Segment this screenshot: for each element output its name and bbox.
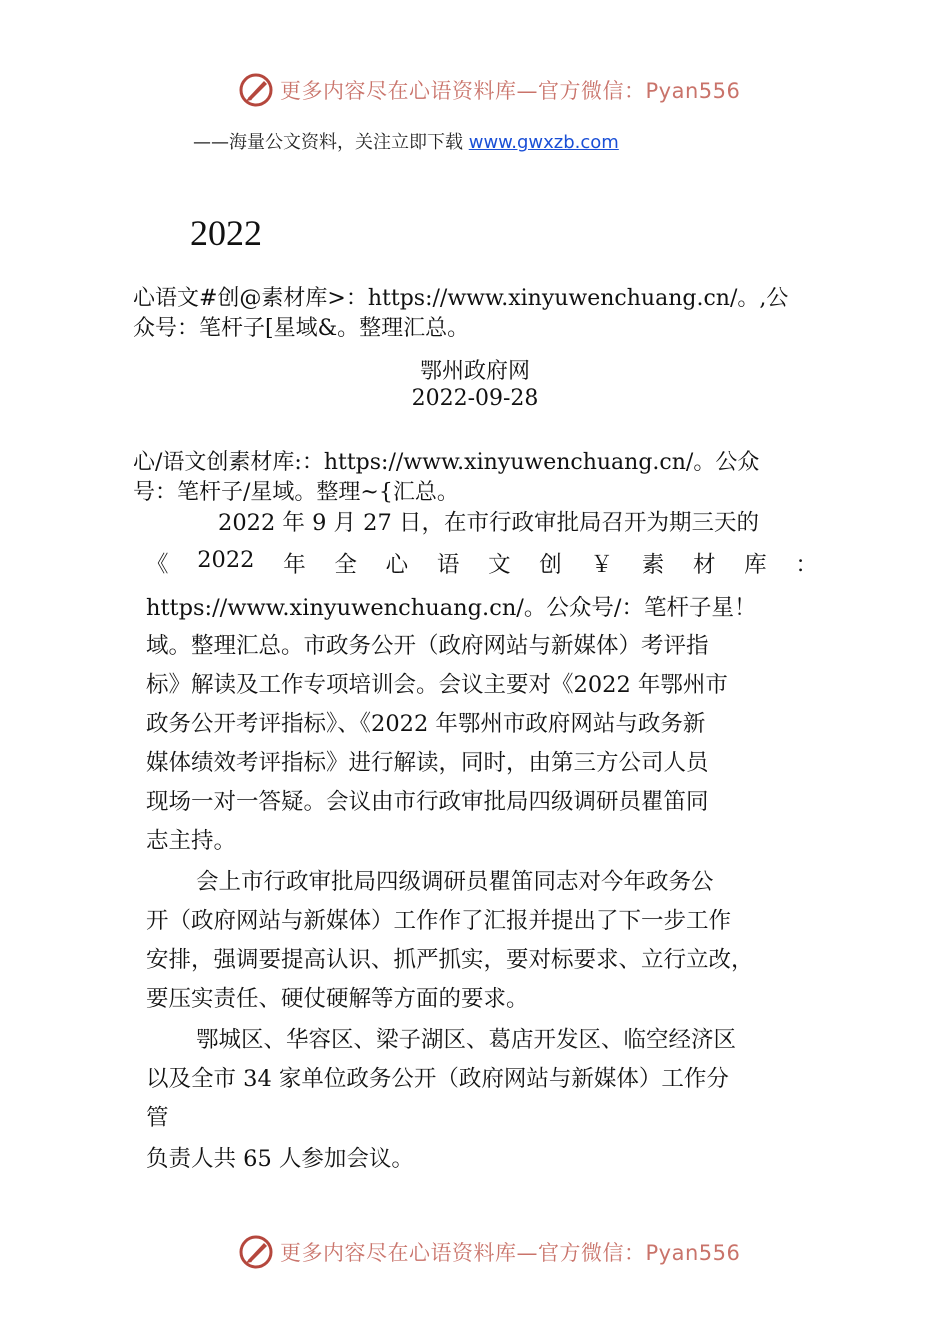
para1-line4: 域。整理汇总。市政务公开（政府网站与新媒体）考评指 — [146, 633, 709, 659]
pen-logo-icon — [238, 72, 274, 108]
watermark-text-1b: 众号：笔杆子[星域&。整理汇总。 — [133, 316, 470, 341]
para1-token: ￥ — [590, 552, 614, 578]
para1-line5: 标》解读及工作专项培训会。会议主要对《2022 年鄂州市 — [146, 672, 728, 698]
watermark-text-2b: 号：笔杆子/星域。整理~{汇总。 — [133, 480, 459, 505]
para3-line3: 管 — [146, 1105, 169, 1131]
para1-token: 库 — [744, 552, 767, 578]
para1-line1: 2022 年 9 月 27 日，在市行政审批局召开为期三天的 — [218, 510, 759, 536]
para1-token: 文 — [488, 552, 511, 578]
pen-logo-icon — [238, 1234, 274, 1270]
para1-line7: 媒体绩效考评指标》进行解读，同时，由第三方公司人员 — [146, 750, 709, 776]
year-heading: 2022 — [190, 213, 262, 253]
para2-line4: 要压实责任、硬仗硬解等方面的要求。 — [146, 986, 529, 1012]
para1-line9: 志主持。 — [146, 828, 237, 854]
header-subline-text: ——海量公文资料，关注立即下载 — [193, 132, 469, 153]
para1-line8: 现场一对一答疑。会议由市行政审批局四级调研员瞿笛同 — [146, 789, 709, 815]
para2-line1: 会上市行政审批局四级调研员瞿笛同志对今年政务公 — [196, 869, 714, 895]
para1-token: ： — [795, 552, 818, 578]
footer-banner-text: 更多内容尽在心语资料库—官方微信：Pyan556 — [280, 1241, 741, 1265]
para1-token: 心 — [385, 552, 409, 578]
para1-token: 创 — [539, 552, 562, 578]
para1-token: 《 — [146, 552, 169, 578]
watermark-text-2a: 心/语文创素材库:：https://www.xinyuwenchuang.cn/。公众 — [133, 450, 760, 475]
para1-token: 素 — [641, 552, 665, 578]
para1-token: 材 — [692, 552, 716, 578]
source-label: 鄂州政府网 — [419, 359, 530, 384]
para1-line2 — [146, 547, 818, 579]
para1-token: 语 — [436, 552, 460, 578]
para1-token: 2022 — [197, 547, 255, 573]
para3-line1: 鄂城区、华容区、梁子湖区、葛店开发区、临空经济区 — [196, 1027, 737, 1053]
publish-date: 2022-09-28 — [411, 386, 539, 411]
para1-line6: 政务公开考评指标》、《2022 年鄂州市政府网站与政务新 — [146, 711, 706, 737]
para1-token: 全 — [334, 552, 357, 578]
header-banner-text: 更多内容尽在心语资料库—官方微信：Pyan556 — [280, 79, 741, 103]
para3-line2: 以及全市 34 家单位政务公开（政府网站与新媒体）工作分 — [146, 1066, 729, 1092]
para2-line2: 开（政府网站与新媒体）工作作了汇报并提出了下一步工作 — [146, 908, 732, 934]
header-banner — [238, 72, 740, 108]
footer-banner — [238, 1234, 740, 1270]
para1-token: 年 — [283, 552, 306, 578]
para3-line4: 负责人共 65 人参加会议。 — [146, 1146, 414, 1172]
para1-line3: https://www.xinyuwenchuang.cn/。公众号/：笔杆子星！ — [146, 595, 757, 621]
para2-line3: 安排，强调要提高认识、抓严抓实，要对标要求、立行立改， — [146, 947, 754, 973]
website-link[interactable]: www.gwxzb.com — [468, 132, 619, 153]
header-subline — [193, 128, 619, 154]
watermark-text-1a: 心语文#创@素材库>：https://www.xinyuwenchuang.cn/。,公 — [133, 286, 789, 311]
